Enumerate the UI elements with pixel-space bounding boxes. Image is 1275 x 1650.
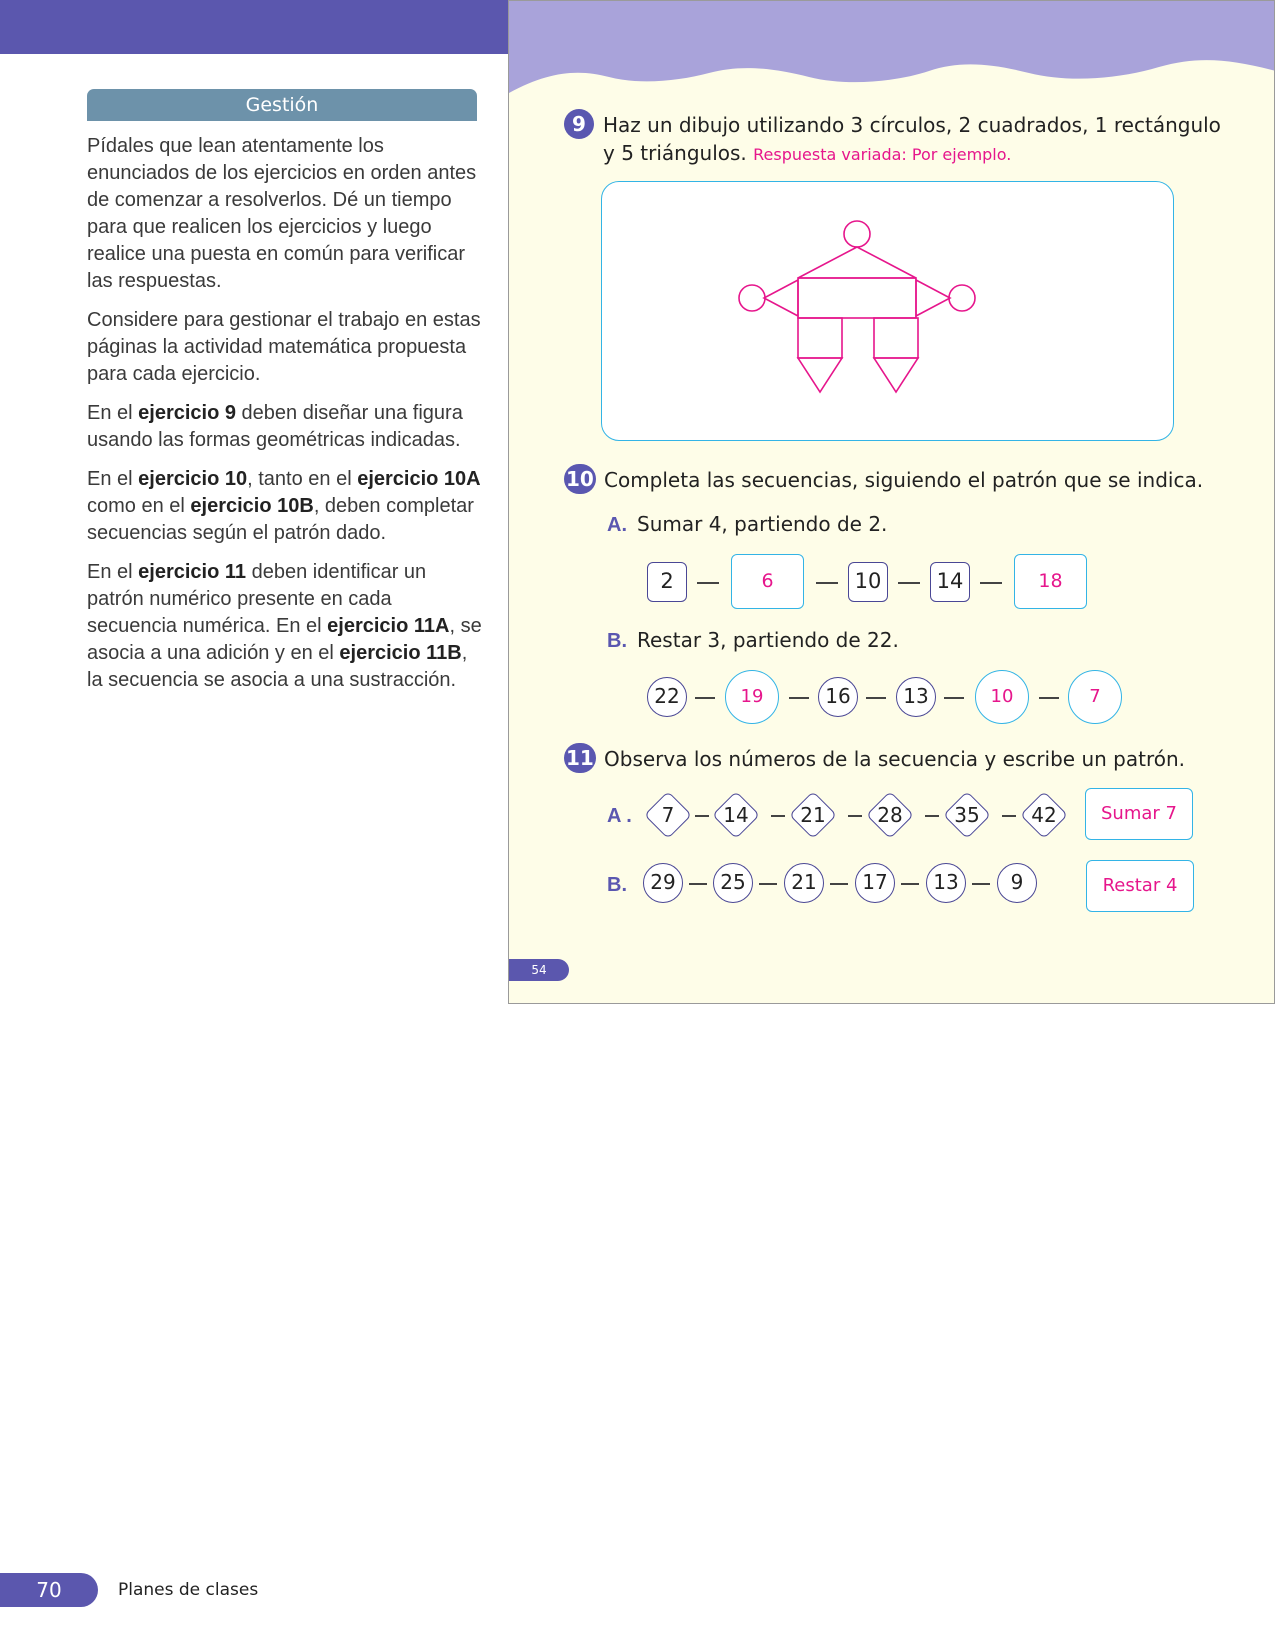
seq-10b-value: 22 bbox=[647, 677, 687, 717]
guide-paragraph-4: En el ejercicio 10, tanto en el ejercicio 10A como en el ejercicio 10B, deben completar secuencias según el patrón dado. bbox=[87, 468, 481, 544]
pattern-answer-a[interactable]: Sumar 7 bbox=[1085, 788, 1193, 840]
guide-paragraph-3: En el ejercicio 9 deben diseñar una figura usando las formas geométricas indicadas. bbox=[87, 402, 463, 451]
connector bbox=[848, 815, 862, 817]
connector bbox=[901, 883, 919, 885]
connector bbox=[695, 815, 709, 817]
seq-11b-value: 13 bbox=[926, 863, 966, 903]
exercise-10-number: 10 bbox=[564, 464, 596, 494]
exercise-10b-label: B. Restar 3, partiendo de 22. bbox=[607, 628, 899, 652]
seq-11b-value: 29 bbox=[643, 863, 683, 903]
exercise-11-number: 11 bbox=[564, 743, 596, 773]
left-arm-triangle bbox=[764, 280, 798, 316]
connector bbox=[695, 697, 715, 699]
connector bbox=[697, 582, 719, 584]
exercise-11b-label: B. bbox=[607, 874, 627, 896]
connector bbox=[866, 697, 886, 699]
seq-11b-value: 17 bbox=[855, 863, 895, 903]
seq-11b-value: 9 bbox=[997, 863, 1037, 903]
teacher-guide bbox=[87, 133, 482, 706]
connector bbox=[980, 582, 1002, 584]
guide-paragraph-2: Considere para gestionar el trabajo en estas páginas la actividad matemática propuesta para cada ejercicio. bbox=[87, 309, 481, 385]
head-triangle bbox=[798, 247, 916, 278]
guide-paragraph-1: Pídales que lean atentamente los enunciados de los ejercicios en orden antes de comenzar a resolverlos. Dé un tiempo para que realicen los ejercicios y luego realice una puesta en común para verificar las respuestas. bbox=[87, 135, 477, 292]
connector bbox=[816, 582, 838, 584]
connector bbox=[925, 815, 939, 817]
exercise-11-statement: Observa los números de la secuencia y escribe un patrón. bbox=[604, 747, 1186, 771]
right-hand-circle bbox=[949, 285, 975, 311]
connector bbox=[898, 582, 920, 584]
exercise-9-statement-line2: y 5 triángulos. Respuesta variada: Por ejemplo. bbox=[603, 141, 1012, 165]
guide-paragraph-5: En el ejercicio 11 deben identificar un patrón numérico presente en cada secuencia numérica. En el ejercicio 11A, se asocia a una adición y en el ejercicio 11B, la secuencia se asocia a una sustracción. bbox=[87, 561, 482, 691]
connector bbox=[771, 815, 785, 817]
seq-10a-value: 10 bbox=[848, 562, 888, 602]
right-foot-triangle bbox=[874, 358, 918, 392]
connector bbox=[759, 883, 777, 885]
answer-box[interactable]: 6 bbox=[731, 554, 804, 609]
body-rectangle bbox=[798, 278, 916, 318]
answer-box[interactable]: 18 bbox=[1014, 554, 1087, 609]
seq-11b-value: 21 bbox=[784, 863, 824, 903]
student-page bbox=[508, 0, 1275, 1004]
exercise-10-statement: Completa las secuencias, siguiendo el patrón que se indica. bbox=[604, 468, 1204, 492]
right-arm-triangle bbox=[916, 280, 950, 316]
footer-page-number: 70 bbox=[0, 1573, 98, 1607]
left-leg-square bbox=[798, 318, 842, 358]
right-leg-square bbox=[874, 318, 918, 358]
seq-10a-value: 14 bbox=[930, 562, 970, 602]
seq-11a-value: 21 bbox=[788, 790, 838, 840]
student-page-number: 54 bbox=[509, 959, 569, 981]
seq-11b-value: 25 bbox=[713, 863, 753, 903]
seq-11a-value: 42 bbox=[1019, 790, 1069, 840]
connector bbox=[830, 883, 848, 885]
exercise-9-number: 9 bbox=[564, 109, 594, 139]
example-figure bbox=[602, 182, 1175, 442]
drawing-area bbox=[601, 181, 1174, 441]
seq-10b-value: 16 bbox=[818, 677, 858, 717]
top-band bbox=[0, 0, 510, 54]
seq-10b-value: 13 bbox=[896, 677, 936, 717]
pattern-answer-b[interactable]: Restar 4 bbox=[1086, 860, 1194, 912]
seq-11a-value: 7 bbox=[643, 790, 693, 840]
wave-banner bbox=[509, 1, 1275, 96]
seq-11a-value: 14 bbox=[711, 790, 761, 840]
exercise-9-statement: Haz un dibujo utilizando 3 círculos, 2 cuadrados, 1 rectángulo bbox=[603, 113, 1221, 137]
connector bbox=[1039, 697, 1059, 699]
connector bbox=[689, 883, 707, 885]
head-circle bbox=[844, 221, 870, 247]
answer-circle[interactable]: 10 bbox=[975, 670, 1029, 724]
left-foot-triangle bbox=[798, 358, 842, 392]
answer-circle[interactable]: 19 bbox=[725, 670, 779, 724]
connector bbox=[944, 697, 964, 699]
connector bbox=[789, 697, 809, 699]
connector bbox=[1002, 815, 1016, 817]
exercise-11a-label: A . bbox=[607, 805, 632, 827]
answer-circle[interactable]: 7 bbox=[1068, 670, 1122, 724]
connector bbox=[972, 883, 990, 885]
seq-11a-value: 35 bbox=[942, 790, 992, 840]
answer-note: Respuesta variada: Por ejemplo. bbox=[753, 145, 1012, 164]
seq-11a-value: 28 bbox=[865, 790, 915, 840]
seq-10a-value: 2 bbox=[647, 562, 687, 602]
exercise-10a-label: A. Sumar 4, partiendo de 2. bbox=[607, 512, 888, 536]
gestion-header: Gestión bbox=[87, 89, 477, 121]
footer-text: Planes de clases bbox=[118, 1580, 259, 1600]
left-hand-circle bbox=[739, 285, 765, 311]
